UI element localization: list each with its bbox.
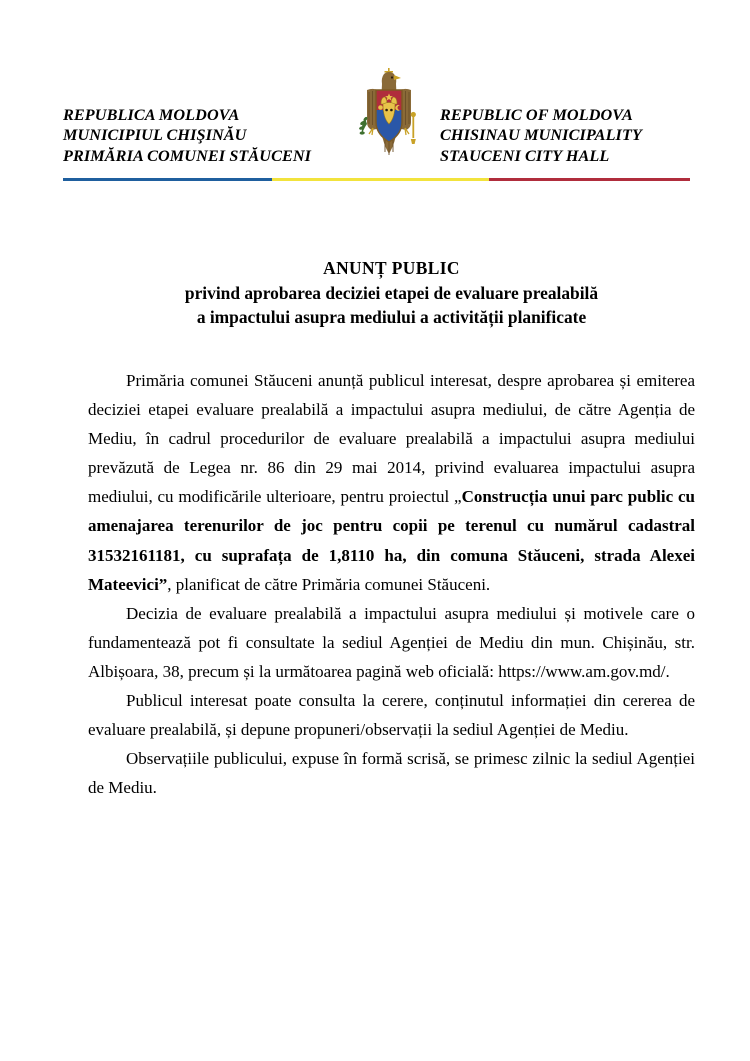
body-paragraph	[88, 599, 695, 686]
title-line-1: ANUNȚ PUBLIC	[323, 258, 460, 278]
title-line-2: privind aprobarea deciziei etapei de evaluare prealabilă	[184, 282, 599, 303]
body-text: Observațiile publicului, expuse în formă scrisă, se primesc zilnic la sediul Agenției de Mediu.	[88, 749, 695, 798]
letterhead-left-text	[63, 105, 348, 172]
emphasized-text: Construcția unui parc public cu amenajarea terenurilor de joc pentru copii pe terenul cu numărul cadastral 31532161181, cu suprafața de 1,8110 ha, din comuna Stăuceni, strada Alexei Mateevici”	[88, 487, 695, 594]
moldova-coat-of-arms-icon	[352, 66, 426, 172]
body-paragraph	[88, 366, 695, 599]
title-line-3: a impactului asupra mediului a activității planificate	[196, 307, 587, 328]
letterhead-right-line-1: REPUBLIC OF MOLDOVA	[440, 105, 633, 124]
document-body	[88, 366, 695, 802]
tricolor-red-segment	[489, 178, 690, 181]
body-paragraph	[88, 686, 695, 744]
letterhead-right-line-3: STAUCENI CITY HALL	[440, 146, 610, 165]
letterhead-right-text	[436, 105, 690, 172]
letterhead-left-line-2: MUNICIPIUL CHIŞINĂU	[63, 126, 247, 145]
letterhead	[63, 60, 690, 172]
tricolor-yellow-segment	[272, 178, 489, 181]
letterhead-left-line-1: REPUBLICA MOLDOVA	[63, 105, 240, 124]
body-text: Publicul interesat poate consulta la cerere, conținutul informației din cererea de evaluare prealabilă, și depune propuneri/observații la sediul Agenției de Mediu.	[88, 691, 695, 740]
body-text: Primăria comunei Stăuceni anunță publicul interesat, despre aprobarea și emiterea deciziei etapei evaluare prealabilă a impactului asupra mediului, de către Agenția de Mediu, în cadrul procedurilor de evaluare prealabilă a impactului asupra mediului prevăzută de Legea nr. 86 din 29 mai 2014, privind evaluarea impactului asupra mediului, cu modificările ulterioare, pentru proiectul „	[88, 371, 695, 507]
page-title	[88, 256, 695, 330]
letterhead-right-line-2: CHISINAU MUNICIPALITY	[440, 126, 642, 145]
body-paragraph	[88, 744, 695, 802]
letterhead-left-line-3: PRIMĂRIA COMUNEI STĂUCENI	[63, 146, 312, 165]
body-text: Decizia de evaluare prealabilă a impactului asupra mediului și motivele care o fundamentează pot fi consultate la sediul Agenției de Mediu din mun. Chișinău, str. Albișoara, 38, precum și la următoarea pagină web oficială: https://www.am.gov.md/.	[88, 603, 695, 681]
tricolor-blue-segment	[63, 178, 272, 181]
tricolor-divider	[63, 178, 690, 181]
body-text: , planificat de către Primăria comunei Stăuceni.	[167, 574, 491, 594]
